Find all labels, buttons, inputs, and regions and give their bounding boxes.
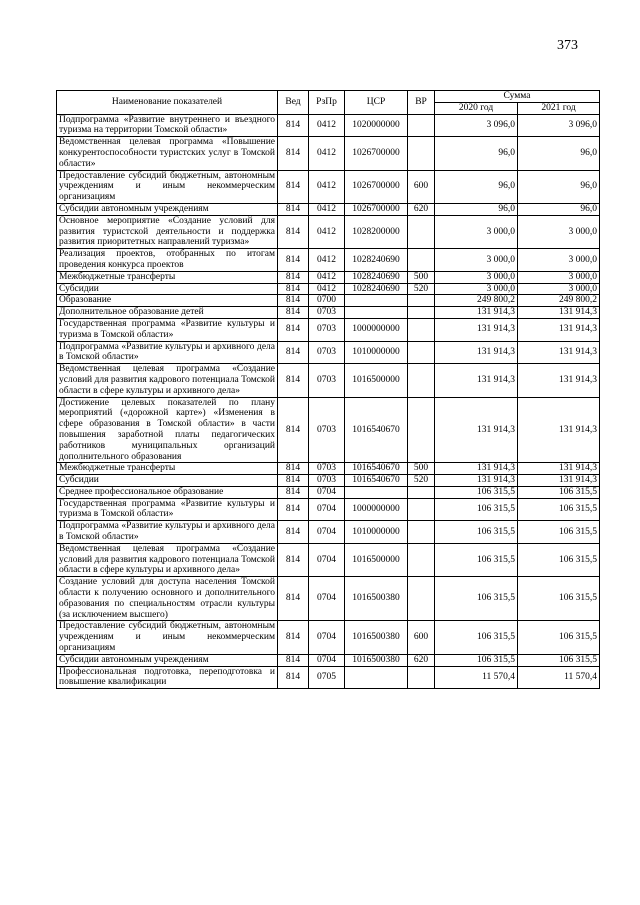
table-row (57, 521, 600, 544)
cell-name: Образование (57, 295, 278, 307)
cell-2020: 131 914,3 (435, 463, 518, 475)
cell-rzpr: 0703 (309, 463, 345, 475)
cell-ved: 814 (278, 283, 309, 295)
cell-vr: 600 (408, 621, 435, 654)
cell-ved: 814 (278, 203, 309, 215)
cell-ved: 814 (278, 295, 309, 307)
cell-2020: 96,0 (435, 137, 518, 170)
cell-rzpr: 0703 (309, 318, 345, 341)
cell-vr: 520 (408, 475, 435, 487)
cell-csr: 1020000000 (345, 114, 408, 137)
cell-csr: 1016500380 (345, 577, 408, 621)
cell-name: Основное мероприятие «Создание условий для развития туристской деятельности и поддержка развития приоритетных направлений туризма» (57, 215, 278, 248)
cell-vr: 600 (408, 170, 435, 203)
cell-csr: 1010000000 (345, 341, 408, 364)
cell-rzpr: 0704 (309, 577, 345, 621)
cell-rzpr: 0412 (309, 271, 345, 283)
cell-rzpr: 0412 (309, 170, 345, 203)
cell-rzpr: 0412 (309, 114, 345, 137)
cell-vr: 520 (408, 283, 435, 295)
cell-name: Субсидии (57, 283, 278, 295)
cell-rzpr: 0704 (309, 486, 345, 498)
cell-name: Ведомственная целевая программа «Создание условий для развития кадрового потенциала Томской области в сфере культуры и архивного дела» (57, 543, 278, 576)
cell-2020: 106 315,5 (435, 486, 518, 498)
cell-2021: 96,0 (518, 137, 600, 170)
cell-ved: 814 (278, 307, 309, 319)
table-row (57, 463, 600, 475)
cell-2021: 249 800,2 (518, 295, 600, 307)
cell-vr (408, 137, 435, 170)
cell-2021: 106 315,5 (518, 486, 600, 498)
cell-vr: 620 (408, 203, 435, 215)
cell-2020: 11 570,4 (435, 666, 518, 689)
table-row (57, 170, 600, 203)
header-sum: Сумма (435, 91, 600, 103)
header-vr: ВР (408, 91, 435, 115)
cell-2021: 131 914,3 (518, 307, 600, 319)
cell-vr (408, 498, 435, 521)
table-row (57, 666, 600, 689)
header-2021: 2021 год (518, 102, 600, 114)
cell-ved: 814 (278, 341, 309, 364)
cell-2021: 106 315,5 (518, 577, 600, 621)
cell-csr (345, 666, 408, 689)
cell-ved: 814 (278, 543, 309, 576)
cell-vr (408, 249, 435, 272)
cell-ved: 814 (278, 249, 309, 272)
header-2020: 2020 год (435, 102, 518, 114)
table-row (57, 397, 600, 463)
cell-vr (408, 486, 435, 498)
cell-csr: 1016500000 (345, 543, 408, 576)
cell-csr: 1028240690 (345, 271, 408, 283)
cell-vr (408, 397, 435, 463)
table-row (57, 543, 600, 576)
cell-name: Подпрограмма «Развитие внутреннего и въездного туризма на территории Томской области» (57, 114, 278, 137)
cell-rzpr: 0704 (309, 498, 345, 521)
cell-2020: 106 315,5 (435, 498, 518, 521)
cell-2021: 96,0 (518, 203, 600, 215)
cell-ved: 814 (278, 318, 309, 341)
cell-vr (408, 215, 435, 248)
cell-2021: 106 315,5 (518, 621, 600, 654)
cell-ved: 814 (278, 364, 309, 397)
cell-2020: 3 000,0 (435, 249, 518, 272)
cell-ved: 814 (278, 666, 309, 689)
cell-vr (408, 295, 435, 307)
table-row (57, 318, 600, 341)
cell-2020: 131 914,3 (435, 397, 518, 463)
cell-csr: 1028240690 (345, 249, 408, 272)
cell-ved: 814 (278, 215, 309, 248)
cell-vr (408, 577, 435, 621)
cell-2021: 3 000,0 (518, 215, 600, 248)
cell-name: Дополнительное образование детей (57, 307, 278, 319)
table-row (57, 295, 600, 307)
cell-ved: 814 (278, 114, 309, 137)
cell-csr: 1016500380 (345, 621, 408, 654)
cell-csr: 1000000000 (345, 498, 408, 521)
cell-vr (408, 521, 435, 544)
cell-name: Государственная программа «Развитие культуры и туризма в Томской области» (57, 498, 278, 521)
cell-name: Субсидии автономным учреждениям (57, 654, 278, 666)
cell-csr: 1028240690 (345, 283, 408, 295)
page-number: 373 (557, 38, 578, 53)
cell-csr: 1026700000 (345, 203, 408, 215)
cell-rzpr: 0412 (309, 137, 345, 170)
cell-name: Субсидии автономным учреждениям (57, 203, 278, 215)
cell-2021: 131 914,3 (518, 364, 600, 397)
table-row (57, 114, 600, 137)
cell-vr (408, 666, 435, 689)
table-body (57, 114, 600, 689)
cell-rzpr: 0704 (309, 521, 345, 544)
cell-vr: 500 (408, 271, 435, 283)
cell-rzpr: 0704 (309, 621, 345, 654)
cell-ved: 814 (278, 397, 309, 463)
cell-2021: 131 914,3 (518, 341, 600, 364)
cell-2020: 131 914,3 (435, 307, 518, 319)
cell-2020: 3 000,0 (435, 283, 518, 295)
cell-2021: 11 570,4 (518, 666, 600, 689)
cell-2021: 131 914,3 (518, 318, 600, 341)
cell-name: Межбюджетные трансферты (57, 463, 278, 475)
cell-csr: 1016540670 (345, 397, 408, 463)
cell-rzpr: 0703 (309, 307, 345, 319)
cell-name: Межбюджетные трансферты (57, 271, 278, 283)
cell-vr (408, 364, 435, 397)
cell-rzpr: 0412 (309, 283, 345, 295)
cell-name: Среднее профессиональное образование (57, 486, 278, 498)
cell-name: Субсидии (57, 475, 278, 487)
cell-rzpr: 0704 (309, 654, 345, 666)
cell-name: Ведомственная целевая программа «Повышение конкурентоспособности туристских услуг в Томской области» (57, 137, 278, 170)
cell-2021: 3 000,0 (518, 249, 600, 272)
cell-2021: 3 000,0 (518, 271, 600, 283)
table-row (57, 486, 600, 498)
cell-vr (408, 114, 435, 137)
table-row (57, 364, 600, 397)
cell-2021: 106 315,5 (518, 498, 600, 521)
table-row (57, 498, 600, 521)
cell-2020: 3 096,0 (435, 114, 518, 137)
cell-2021: 106 315,5 (518, 654, 600, 666)
cell-rzpr: 0703 (309, 341, 345, 364)
table-row (57, 307, 600, 319)
cell-vr (408, 543, 435, 576)
cell-2021: 106 315,5 (518, 521, 600, 544)
cell-name: Создание условий для доступа населения Томской области к получению основного и дополнительного образования по специальностям отрасли культуры (за исключением высшего) (57, 577, 278, 621)
cell-ved: 814 (278, 170, 309, 203)
cell-ved: 814 (278, 463, 309, 475)
cell-ved: 814 (278, 521, 309, 544)
cell-rzpr: 0705 (309, 666, 345, 689)
cell-csr (345, 295, 408, 307)
cell-rzpr: 0703 (309, 397, 345, 463)
cell-ved: 814 (278, 475, 309, 487)
cell-name: Государственная программа «Развитие культуры и туризма в Томской области» (57, 318, 278, 341)
table-row (57, 577, 600, 621)
cell-csr: 1028200000 (345, 215, 408, 248)
cell-csr: 1026700000 (345, 137, 408, 170)
cell-2021: 131 914,3 (518, 397, 600, 463)
cell-2020: 131 914,3 (435, 364, 518, 397)
header-rzpr: РзПр (309, 91, 345, 115)
cell-2021: 131 914,3 (518, 475, 600, 487)
cell-csr: 1010000000 (345, 521, 408, 544)
cell-ved: 814 (278, 486, 309, 498)
table-row (57, 137, 600, 170)
cell-2021: 96,0 (518, 170, 600, 203)
cell-rzpr: 0700 (309, 295, 345, 307)
cell-ved: 814 (278, 654, 309, 666)
table-row (57, 215, 600, 248)
table-row (57, 283, 600, 295)
cell-ved: 814 (278, 498, 309, 521)
cell-csr: 1000000000 (345, 318, 408, 341)
cell-vr (408, 341, 435, 364)
cell-rzpr: 0412 (309, 215, 345, 248)
cell-2020: 106 315,5 (435, 654, 518, 666)
table-row (57, 271, 600, 283)
cell-csr: 1016540670 (345, 463, 408, 475)
cell-ved: 814 (278, 137, 309, 170)
cell-csr: 1016500380 (345, 654, 408, 666)
cell-name: Ведомственная целевая программа «Создание условий для развития кадрового потенциала Томской области в сфере культуры и архивного дела» (57, 364, 278, 397)
cell-rzpr: 0412 (309, 249, 345, 272)
cell-2020: 106 315,5 (435, 521, 518, 544)
cell-2020: 106 315,5 (435, 621, 518, 654)
cell-name: Предоставление субсидий бюджетным, автономным учреждениям и иным некоммерческим организациям (57, 170, 278, 203)
cell-2021: 131 914,3 (518, 463, 600, 475)
cell-vr: 620 (408, 654, 435, 666)
cell-name: Профессиональная подготовка, переподготовка и повышение квалификации (57, 666, 278, 689)
cell-2020: 96,0 (435, 203, 518, 215)
cell-rzpr: 0704 (309, 543, 345, 576)
cell-2020: 131 914,3 (435, 318, 518, 341)
cell-vr: 500 (408, 463, 435, 475)
cell-2021: 3 000,0 (518, 283, 600, 295)
table-row (57, 654, 600, 666)
cell-2020: 106 315,5 (435, 577, 518, 621)
cell-2020: 3 000,0 (435, 215, 518, 248)
cell-2021: 106 315,5 (518, 543, 600, 576)
cell-vr (408, 307, 435, 319)
cell-2020: 249 800,2 (435, 295, 518, 307)
cell-vr (408, 318, 435, 341)
table-row (57, 341, 600, 364)
cell-name: Реализация проектов, отобранных по итогам проведения конкурса проектов (57, 249, 278, 272)
cell-rzpr: 0703 (309, 364, 345, 397)
header-ved: Вед (278, 91, 309, 115)
cell-ved: 814 (278, 271, 309, 283)
budget-table (56, 90, 600, 689)
cell-csr: 1016540670 (345, 475, 408, 487)
cell-2020: 106 315,5 (435, 543, 518, 576)
header-name: Наименование показателей (57, 91, 278, 115)
cell-2020: 131 914,3 (435, 475, 518, 487)
table-header (57, 91, 600, 115)
cell-rzpr: 0703 (309, 475, 345, 487)
cell-ved: 814 (278, 577, 309, 621)
table-row (57, 249, 600, 272)
cell-name: Подпрограмма «Развитие культуры и архивного дела в Томской области» (57, 341, 278, 364)
table-row (57, 203, 600, 215)
cell-2020: 3 000,0 (435, 271, 518, 283)
cell-csr (345, 307, 408, 319)
table-row (57, 475, 600, 487)
cell-csr: 1016500000 (345, 364, 408, 397)
table-row (57, 621, 600, 654)
header-csr: ЦСР (345, 91, 408, 115)
cell-2021: 3 096,0 (518, 114, 600, 137)
cell-ved: 814 (278, 621, 309, 654)
cell-2020: 131 914,3 (435, 341, 518, 364)
cell-csr (345, 486, 408, 498)
cell-name: Достижение целевых показателей по плану мероприятий («дорожной карте») «Изменения в сфере образования в Томской области» в части повышения заработной платы педагогических работников муниципальных организаций дополнительного образования (57, 397, 278, 463)
cell-name: Предоставление субсидий бюджетным, автономным учреждениям и иным некоммерческим организациям (57, 621, 278, 654)
cell-csr: 1026700000 (345, 170, 408, 203)
cell-2020: 96,0 (435, 170, 518, 203)
cell-rzpr: 0412 (309, 203, 345, 215)
cell-name: Подпрограмма «Развитие культуры и архивного дела в Томской области» (57, 521, 278, 544)
